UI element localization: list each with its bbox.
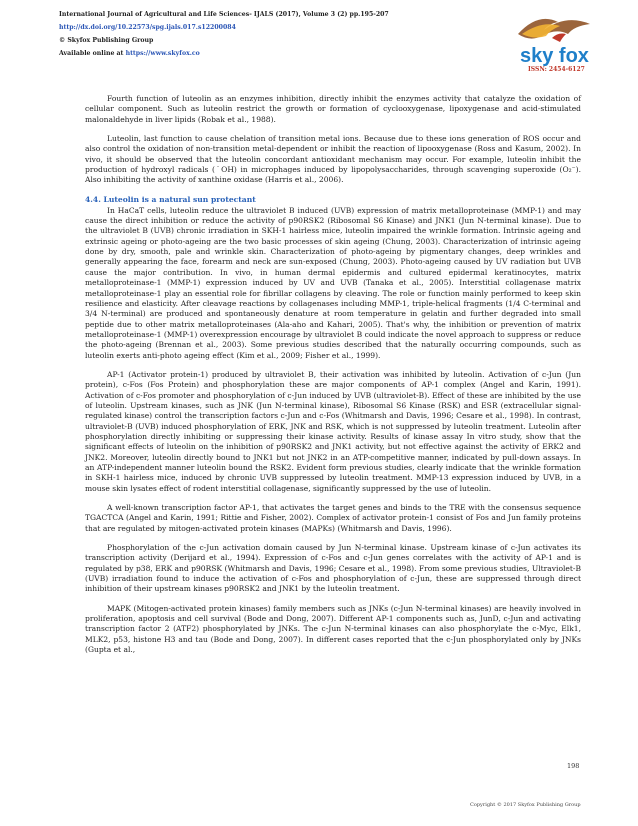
paragraph-enzyme-inhibition: Fourth function of luteolin as an enzymes inhibition, directly inhibit the enzymes activity that catalyze the oxidation of cellular component. Such as luteolin restrict the growth or formation of cyclooxygenase, lipoxygenase and acid-stimulated malonaldehyde in liver lipids (Robak et al., 1988). (85, 94, 581, 124)
online-availability (59, 47, 579, 60)
paragraph-phosphorylation: Phosphorylation of the c-Jun activation domain caused by Jun N-terminal kinase. Upstream kinase of c-Jun activates its transcription activity (Derijard et al., 1994). Expression of c-Fos and c-Jun genes correlates with the activity of AP-1 and is regulated by p38, ERK and p90RSK (Whitmarsh and Davis, 1996; Cesare et al., 1998). From some previous studies, Ultraviolet-B (UVB) irradiation found to induce the activation of c-Fos and phosphorylation of c-Jun, these are suppressed through direct inhibition of their upstream kinases p90RSK2 and JNK1 by the luteolin treatment. (85, 543, 581, 594)
issn-label: ISSN: 2454-6127 (528, 66, 585, 73)
page-header (59, 8, 579, 60)
website-link[interactable]: https://www.skyfox.co (125, 50, 200, 57)
journal-citation: International Journal of Agricultural and Life Sciences- IJALS (2017), Volume 3 (2) pp.195-207 (59, 11, 389, 18)
section-heading: 4.4. Luteolin is a natural sun protectant (85, 194, 256, 204)
paragraph-ap1: AP-1 (Activator protein-1) produced by ultraviolet B, their activation was inhibited by luteolin. Activation of c-Jun (Jun protein), c-Fos (Fos Protein) and phosphorylation these are major components of AP-1 complex (Angel and Karin, 1991). Activation of c-Fos promoter and phosphorylation of c-Jun induced by UVB (ultraviolet-B). Effect of these are inhibited by the use of luteolin. Upstream kinases, such as JNK (Jun N-terminal kinase), Ribosomal S6 Kinase (RSK) and ESR (extracellular signal-regulated kinase) control the transcription factors c-Jun and c-Fos (Whitmarsh and Davis, 1996; Cesare et al., 1998). In contrast, ultraviolet-B (UVB) induced phosphorylation of ERK, JNK and RSK, which is not suppressed by luteolin treatment. Luteolin after phosphorylation directly inhibiting or suppressing their kinase activity. Results of kinase assay In vitro study, show that the significant effects of luteolin on the inhibition of p90RSK2 and JNK1 activity, but not effective against the activity of ERK2 and JNK2. Moreover, luteolin directly bound to JNK1 but not JNK2 in an ATP-competitive manner, indicated by pull-down assays. In an ATP-independent manner luteolin bound the RSK2. Evident form previous studies, clearly indicate that the wrinkle formation in SKH-1 hairless mice, induced by chronic UVB suppressed by luteolin treatment. MMP-13 expression induced by UVB, in a mouse skin lysates effect of rodent interstitial collagenase, significantly suppressed by the use of luteolin. (85, 369, 581, 493)
paragraph-metal-chelation: Luteolin, last function to cause chelation of transition metal ions. Because due to these ions generation of ROS occur and also control the oxidation of non-transition metal-dependent or inhibit the reaction of lipooxygenase (Ross and Kasum, 2002). In vivo, it should be observed that the luteolin concordant antioxidant mechanism may occur. For example, luteolin inhibit the production of hydroxyl radicals (˙OH) in microphages induced by lipopolysaccharides, through scavenging superoxide (O₂⁻). Also inhibiting the activity of xanthine oxidase (Harris et al., 2006). (85, 134, 581, 185)
paragraph-mapk: MAPK (Mitogen-activated protein kinases) family members such as JNKs (c-Jun N-terminal kinases) are heavily involved in proliferation, apoptosis and cell survival (Bode and Dong, 2007). Different AP-1 components such as, JunD, c-Jun and activating transcription factor 2 (ATF2) phosphorylated by JNKs. The c-Jun N-terminal kinases can also phosphorylate the c-Myc, Elk1, MLK2, p53, histone H3 and tau (Bode and Dong, 2007). In different cases reported that the c-Jun phosphorylated only by JNKs (Gupta et al., (85, 603, 581, 655)
article-body (85, 94, 581, 665)
page-number: 198 (567, 762, 580, 770)
copyright-notice: Copyright © 2017 Skyfox Publishing Group (470, 802, 581, 808)
online-prefix: Available online at (59, 50, 126, 57)
logo-text: sky fox (520, 45, 589, 67)
paragraph-transcription-factor: A well-known transcription factor AP-1, that activates the target genes and binds to the TRE with the consensus sequence TGACTCA (Angel and Karin, 1991; Rittie and Fisher, 2002). Complex of activator protein-1 consist of Fos and Jun family proteins that are regulated by mitogen-activated protein kinases (MAPKs) (Whitmarsh and Davis, 1996). (85, 503, 581, 533)
publisher-line: © Skyfox Publishing Group (59, 37, 154, 44)
doi-link[interactable]: http://dx.doi.org/10.22573/spg.ijals.017.s12200084 (59, 24, 236, 31)
paragraph-hacat-cells: In HaCaT cells, luteolin reduce the ultraviolet B induced (UVB) expression of matrix metalloproteinase (MMP-1) and may cause the direct inhibition or reduce the activity of p90RSK2 (Ribosomal S6 Kinase) and JNK1 (Jun N-terminal kinase). Due to the ultraviolet B (UVB) chronic irradiation in SKH-1 hairless mice, luteolin impaired the wrinkle formation. Intrinsic ageing and extrinsic ageing or photo-ageing are the two basic processes of skin ageing (Chung, 2003). Characterization of intrinsic ageing done by dry, smooth, pale and wrinkle skin. Characterization of photo-ageing by pigmentary changes, deep wrinkles and generally appearing the face, forearm and neck are sun-exposed (Chung, 2003). Photo-ageing caused by UV radiation but UVB cause the major contribution. In vivo, in human dermal epidermis and cultured epidermal keratinocytes, matrix metalloproteinase-1 (MMP-1) expression induced by UV and UVB (Tanaka et al., 2005). Interstitial collagenase matrix metalloproteinase-1 play an essential role for fibrillar collagens by cleaving. The role or function mainly performed to keep skin resilience and elasticity. After cleavage reactions by collagenases including MMP-1, triple-helical fragments (1/4 C-terminal and 3/4 N-terminal) are produced and spontaneously denature at room temperature in gelatin and further degraded into small peptide due to other matrix metalloproteinases (Ala-aho and Kahari, 2005). That's why, the inhibition or prevention of matrix metalloproteinase-1 (MMP-1) overexpression encourage by ultraviolet B could indicate the novel approach to suppress or reduce the photo-ageing (Brennan et al., 2003). Some previous studies described that the naturally occurring compounds, such as luteolin exerts anti-photo ageing effect (Kim et al., 2009; Fisher et al., 1999). (85, 205, 581, 360)
